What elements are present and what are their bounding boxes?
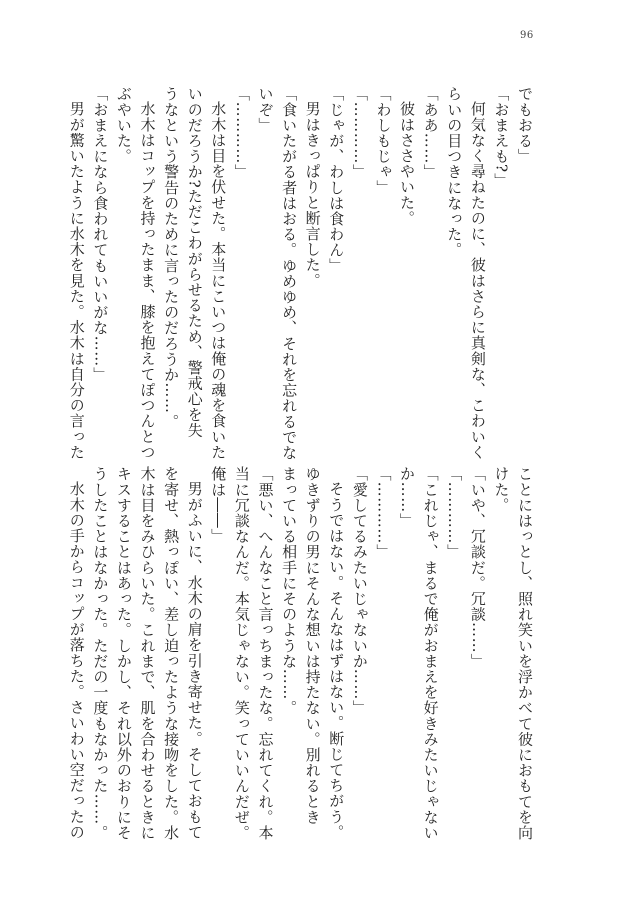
text-line: 「悪い、へんなこと言っちまったな。忘れてくれ。本	[256, 466, 275, 841]
text-line: 木は目をみひらいた。これまで、肌を合わせるときに	[138, 466, 157, 841]
text-line: か……」	[398, 466, 417, 529]
text-line: 俺は――」	[209, 466, 228, 544]
text-line: 「いや、冗談だ。冗談……」	[468, 466, 487, 669]
text-line: を寄せ、熱っぽい、差し迫ったような接吻をした。水	[162, 466, 181, 841]
text-line: いぞ」	[256, 86, 275, 133]
text-line: ゆきずりの男にそんな想いは持たない。別れるとき	[303, 466, 322, 825]
text-line: 「…………」	[374, 466, 393, 560]
text-line: 「…………」	[445, 466, 464, 560]
text-line: 何気なく尋ねたのに、彼はさらに真剣な、こわいく	[468, 101, 487, 460]
text-column-top	[64, 86, 536, 461]
text-line: 男はきっぱりと断言した。	[303, 101, 322, 289]
text-line: 「ああ……」	[421, 86, 440, 180]
text-line: そうではない。そんなはずはない。断じてちがう。	[327, 481, 346, 840]
text-line: 水木はコップを持ったまま、膝を抱えてぽつんとつ	[138, 101, 157, 460]
text-line: キスすることはあった。しかし、それ以外のおりにそ	[114, 466, 133, 841]
text-line: でもおる」	[516, 86, 534, 164]
text-line: 水木の手からコップが落ちた。さいわい空だったの	[67, 481, 86, 840]
text-line: 「…………」	[350, 86, 369, 180]
text-line: 「食いたがる者はおる。ゆめゆめ、それを忘れるでな	[280, 86, 299, 461]
text-line: うしたことはなかった。ただの一度もなかった……。	[91, 466, 110, 841]
text-line: 「愛してるみたいじゃないか……」	[350, 466, 369, 716]
text-line: 男がふいに、水木の肩を引き寄せた。そしておもて	[185, 481, 204, 840]
text-line: けた。	[492, 466, 511, 513]
text-line: らいの目つきになった。	[445, 86, 464, 258]
text-line: 男が驚いたように水木を見た。水木は自分の言った	[67, 101, 86, 460]
text-line: 「これじゃ、まるで俺がおまえを好きみたいじゃない	[421, 466, 440, 841]
text-line: いのだろうか?ただこわがらせるため、警戒心を失	[185, 86, 204, 438]
text-line: 「おまえになら食われてもいいがな……」	[91, 86, 110, 383]
text-line: 「じゃが、わしは食わん」	[327, 86, 346, 274]
text-line: 「おまえも?」	[492, 86, 511, 189]
page-number: 96	[520, 30, 534, 41]
text-column-bottom	[64, 466, 536, 841]
text-line: 彼はささやいた。	[398, 101, 417, 226]
text-line: 「わしもじゃ」	[374, 86, 393, 196]
text-line: 水木は目を伏せた。本当にこいつは俺の魂を食いた	[209, 101, 228, 460]
text-line: ぶやいた。	[114, 86, 133, 164]
text-line: 当に冗談なんだ。本気じゃない。笑っていいんだぜ。	[232, 466, 251, 841]
text-line: 「…………」	[232, 86, 251, 180]
text-line: ことにはっとし、照れ笑いを浮かべて彼におもてを向	[516, 466, 534, 841]
text-line: まっている相手にそのような……。	[280, 466, 299, 716]
text-line: うなという警告のために言ったのだろうか……。	[162, 86, 181, 430]
